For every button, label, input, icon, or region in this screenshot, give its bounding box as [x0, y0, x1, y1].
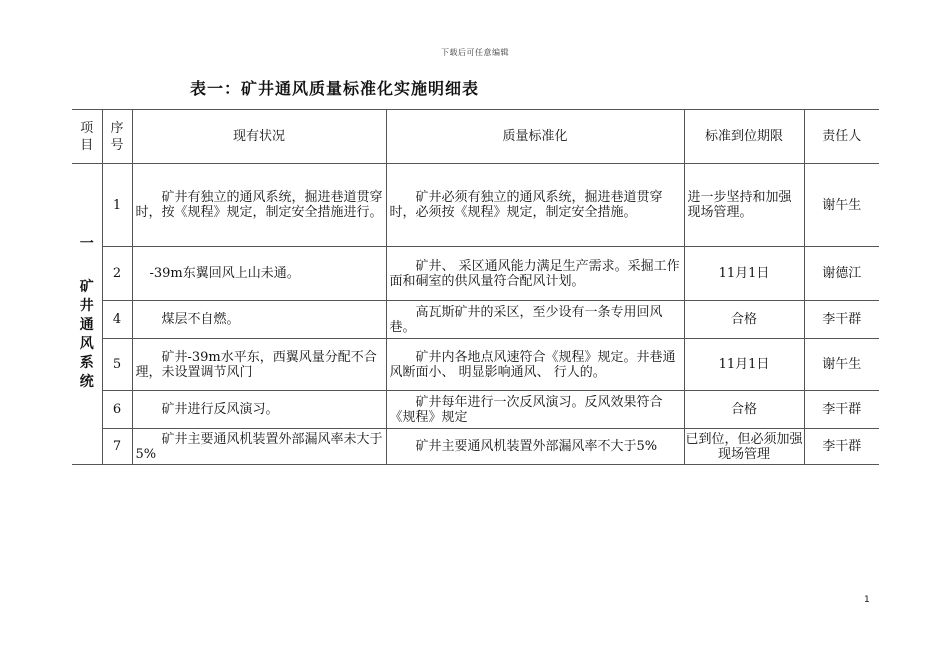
row-person: 李干群	[804, 301, 879, 339]
header-deadline: 标准到位期限	[684, 110, 804, 164]
row-standard: 高瓦斯矿井的采区，至少设有一条专用回风巷。	[386, 301, 684, 339]
row-status: 矿井进行反风演习。	[132, 391, 386, 429]
row-status: 矿井主要通风机装置外部漏风率未大于5%	[132, 429, 386, 465]
table-row	[72, 301, 879, 339]
row-deadline: 11月1日	[684, 339, 804, 391]
row-person: 李干群	[804, 429, 879, 465]
row-seq: 6	[102, 391, 132, 429]
row-seq: 2	[102, 247, 132, 301]
row-standard: 矿井主要通风机装置外部漏风率不大于5%	[386, 429, 684, 465]
row-seq: 1	[102, 164, 132, 247]
row-status: -39m东翼回风上山未通。	[132, 247, 386, 301]
table-row	[72, 429, 879, 465]
row-status: 矿井有独立的通风系统，掘进巷道贯穿时，按《规程》规定，制定安全措施进行。	[132, 164, 386, 247]
table-header-row	[72, 110, 879, 164]
header-item: 项目	[72, 110, 102, 164]
category-name: 矿井通风系统	[79, 278, 94, 390]
category-number: 一	[79, 235, 94, 252]
header-note: 下载后可任意编辑	[441, 48, 509, 57]
row-seq: 4	[102, 301, 132, 339]
row-person: 李干群	[804, 391, 879, 429]
header-status: 现有状况	[132, 110, 386, 164]
row-deadline: 合格	[684, 301, 804, 339]
row-person: 谢午生	[804, 339, 879, 391]
category-cell	[72, 164, 102, 465]
row-deadline: 11月1日	[684, 247, 804, 301]
table-row	[72, 164, 879, 247]
row-standard: 矿井每年进行一次反风演习。反风效果符合《规程》规定	[386, 391, 684, 429]
row-standard: 矿井、 采区通风能力满足生产需求。采掘工作面和硐室的供风量符合配风计划。	[386, 247, 684, 301]
page-number: 1	[864, 595, 870, 605]
row-standard: 矿井内各地点风速符合《规程》规定。井巷通风断面小、 明显影响通风、 行人的。	[386, 339, 684, 391]
row-seq: 5	[102, 339, 132, 391]
row-deadline: 已到位，但必须加强现场管理	[684, 429, 804, 465]
detail-table	[72, 109, 879, 465]
row-deadline: 合格	[684, 391, 804, 429]
row-status: 煤层不自燃。	[132, 301, 386, 339]
document-title: 表一：矿井通风质量标准化实施明细表	[190, 79, 480, 98]
row-seq: 7	[102, 429, 132, 465]
header-person: 责任人	[804, 110, 879, 164]
table-row	[72, 247, 879, 301]
row-person: 谢午生	[804, 164, 879, 247]
row-person: 谢德江	[804, 247, 879, 301]
header-seq: 序号	[102, 110, 132, 164]
row-status: 矿井-39m水平东，西翼风量分配不合理，未设置调节风门	[132, 339, 386, 391]
header-standard: 质量标准化	[386, 110, 684, 164]
table-row	[72, 339, 879, 391]
row-deadline: 进一步坚持和加强现场管理。	[684, 164, 804, 247]
row-standard: 矿井必须有独立的通风系统，掘进巷道贯穿时，必须按《规程》规定，制定安全措施。	[386, 164, 684, 247]
table-row	[72, 391, 879, 429]
